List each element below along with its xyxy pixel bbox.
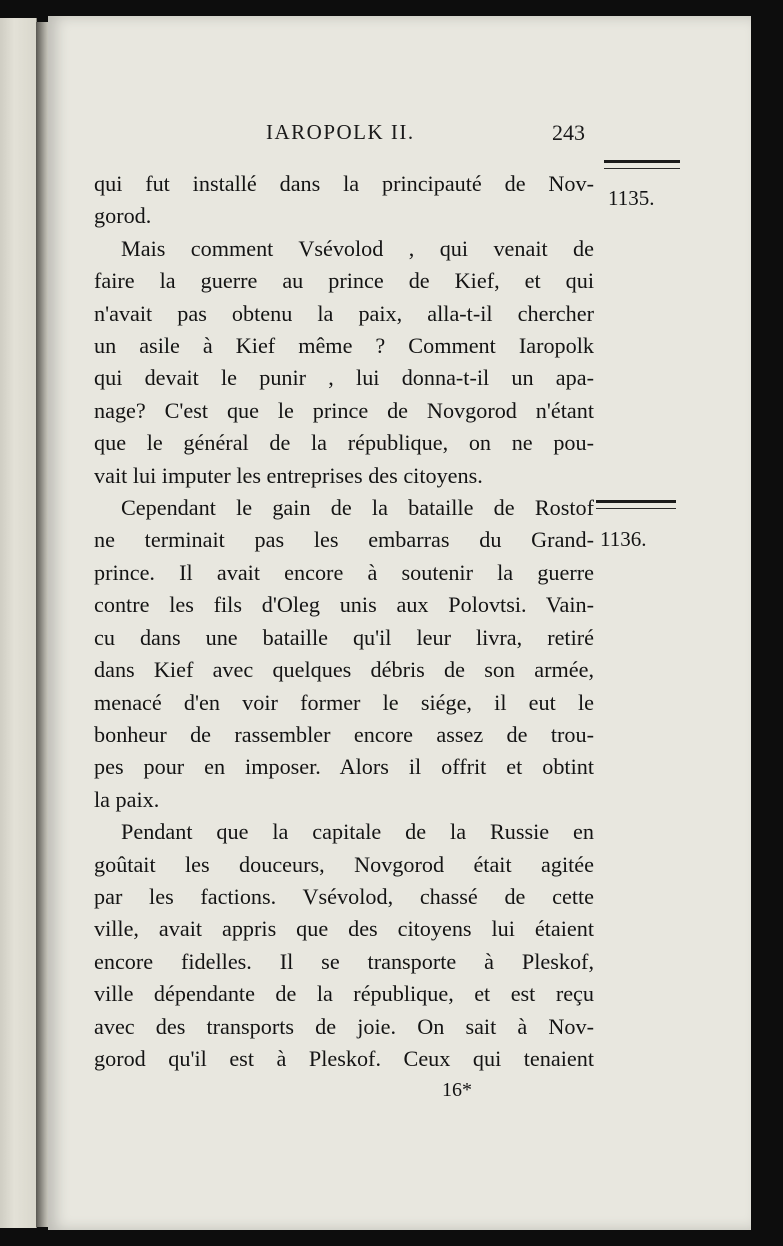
margin-rule-1135-thin xyxy=(604,168,680,169)
margin-year-1135: 1135. xyxy=(608,186,655,210)
page-number: 243 xyxy=(552,120,585,145)
margin-rule-1136-thin xyxy=(596,508,676,509)
signature-mark: 16* xyxy=(442,1079,472,1101)
text-line: dans Kief avec quelques débris de son armée, xyxy=(94,657,594,683)
body-text xyxy=(94,168,594,1075)
text-line: qui devait le punir , lui donna-t-il un apa- xyxy=(94,365,594,391)
running-title: IAROPOLK II. xyxy=(266,120,415,144)
text-line: Cependant le gain de la bataille de Rostof xyxy=(121,495,594,521)
text-line: encore fidelles. Il se transporte à Pleskof, xyxy=(94,948,594,974)
margin-rule-1135 xyxy=(604,160,680,163)
text-line: gorod. xyxy=(94,203,152,229)
text-line: cu dans une bataille qu'il leur livra, retiré xyxy=(94,624,594,650)
text-line: contre les fils d'Oleg unis aux Polovtsi. Vain- xyxy=(94,592,594,618)
page-header xyxy=(48,120,751,150)
text-line: goûtait les douceurs, Novgorod était agitée xyxy=(94,851,594,877)
text-line: menacé d'en voir former le siége, il eut le xyxy=(94,689,594,715)
text-line: qui fut installé dans la principauté de Nov- xyxy=(94,171,594,196)
text-line: avec des transports de joie. On sait à Nov- xyxy=(94,1013,594,1039)
text-line: pes pour en imposer. Alors il offrit et obtint xyxy=(94,754,594,780)
text-line: gorod qu'il est à Pleskof. Ceux qui tenaient xyxy=(94,1045,594,1071)
text-line: Pendant que la capitale de la Russie en xyxy=(121,819,594,845)
text-line: n'avait pas obtenu la paix, alla-t-il chercher xyxy=(94,300,594,326)
facing-page-edge xyxy=(0,18,37,1228)
text-line: par les factions. Vsévolod, chassé de cette xyxy=(94,883,594,909)
text-line: nage? C'est que le prince de Novgorod n'étant xyxy=(94,397,594,423)
text-line: faire la guerre au prince de Kief, et qui xyxy=(94,268,594,294)
text-line: vait lui imputer les entreprises des citoyens. xyxy=(94,462,483,488)
text-line: la paix. xyxy=(94,786,160,812)
text-line: ne terminait pas les embarras du Grand- xyxy=(94,527,594,553)
text-line: bonheur de rassembler encore assez de trou- xyxy=(94,721,594,747)
margin-year-1136: 1136. xyxy=(600,527,647,551)
text-line: ville, avait appris que des citoyens lui étaient xyxy=(94,916,594,942)
text-line: ville dépendante de la république, et est reçu xyxy=(94,981,594,1007)
text-line: un asile à Kief même ? Comment Iaropolk xyxy=(94,333,594,359)
text-line: prince. Il avait encore à soutenir la guerre xyxy=(94,559,594,585)
text-line: Mais comment Vsévolod , qui venait de xyxy=(121,235,594,261)
book-page xyxy=(48,16,751,1230)
margin-rule-1136 xyxy=(596,500,676,503)
text-line: que le général de la république, on ne pou- xyxy=(94,430,594,456)
